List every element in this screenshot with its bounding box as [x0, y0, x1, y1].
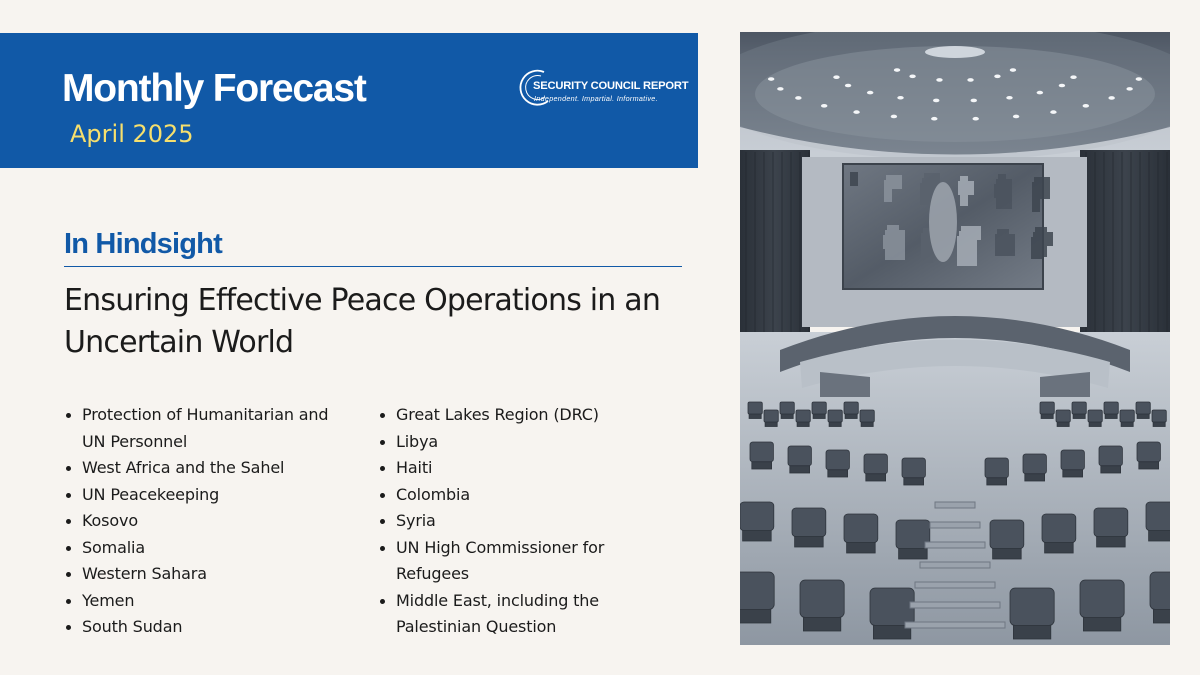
topic-item: Colombia [378, 482, 638, 509]
topic-item: Great Lakes Region (DRC) [378, 402, 638, 429]
section-label: In Hindsight [64, 228, 222, 260]
publication-title: Monthly Forecast [62, 67, 366, 110]
topic-item: Syria [378, 508, 638, 535]
logo-name: SECURITY COUNCIL REPORT [533, 80, 689, 92]
topic-item: Kosovo [64, 508, 334, 535]
topic-item: West Africa and the Sahel [64, 455, 334, 482]
topic-item: Western Sahara [64, 561, 334, 588]
topic-item: Middle East, including the Palestinian Question [378, 588, 638, 641]
topic-item: UN Peacekeeping [64, 482, 334, 509]
topic-item: UN High Commissioner for Refugees [378, 535, 638, 588]
section-divider [64, 266, 682, 267]
topic-item: Yemen [64, 588, 334, 615]
feature-headline: Ensuring Effective Peace Operations in an Uncertain World [64, 283, 661, 360]
publication-date: April 2025 [70, 120, 194, 148]
topic-item: South Sudan [64, 614, 334, 641]
header-banner [0, 33, 698, 168]
chamber-illustration [740, 32, 1170, 645]
topic-item: Haiti [378, 455, 638, 482]
security-council-chamber-photo [740, 32, 1170, 645]
logo-tagline: Independent. Impartial. Informative. [534, 94, 658, 103]
topic-item: Libya [378, 429, 638, 456]
topic-item: Protection of Humanitarian and UN Personnel [64, 402, 334, 455]
topic-list-left [64, 402, 334, 641]
security-council-report-logo [518, 68, 690, 108]
topic-item: Somalia [64, 535, 334, 562]
topic-list-right [378, 402, 638, 641]
